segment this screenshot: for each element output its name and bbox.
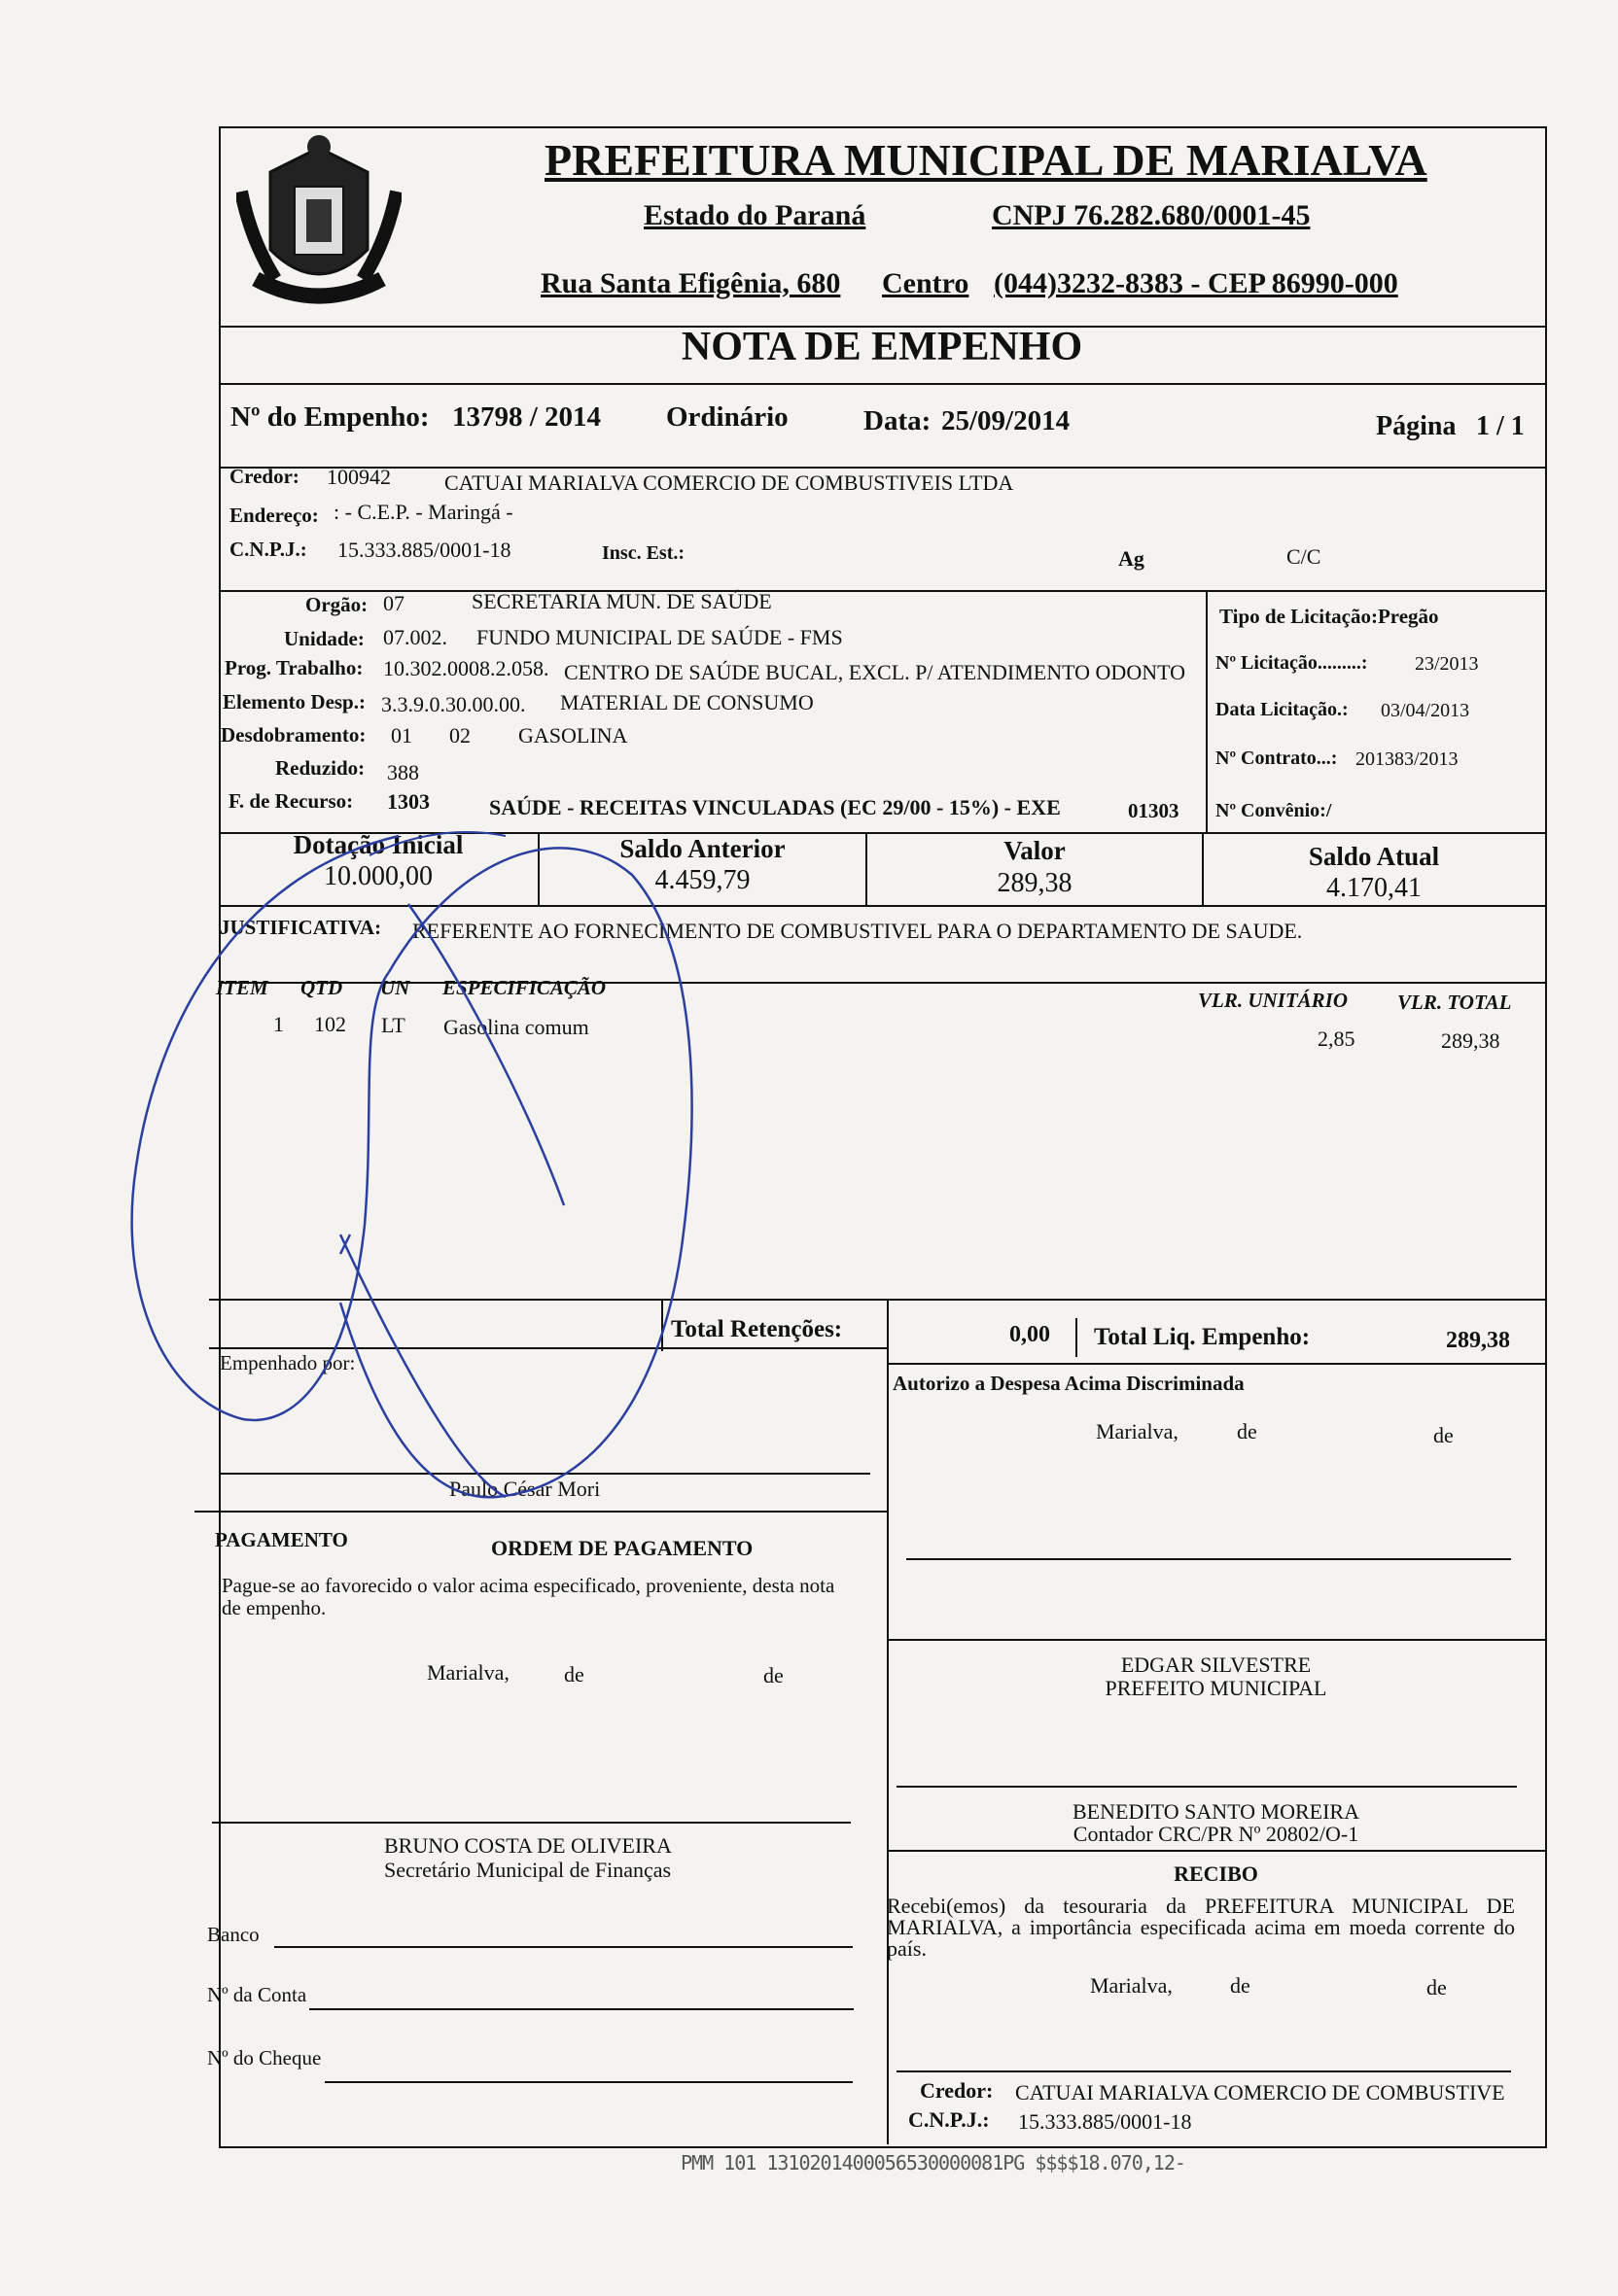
licitacao-number: 23/2013 bbox=[1415, 653, 1479, 675]
elemento-label: Elemento Desp.: bbox=[223, 690, 366, 713]
autorizo-de2: de bbox=[1433, 1423, 1454, 1447]
reduzido-label: Reduzido: bbox=[275, 756, 366, 780]
elemento-name: MATERIAL DE CONSUMO bbox=[560, 690, 814, 714]
mayor-name: EDGAR SILVESTRE bbox=[1120, 1652, 1312, 1677]
col-item-header: ITEM bbox=[216, 976, 268, 999]
pagamento-text: Pague-se ao favorecido o valor acima especificado, proveniente, desta nota de empenho. bbox=[222, 1574, 835, 1619]
municipality-title: PREFEITURA MUNICIPAL DE MARIALVA bbox=[545, 135, 1427, 185]
recibo-title: RECIBO bbox=[1174, 1861, 1258, 1886]
col-qtd-header: QTD bbox=[300, 976, 343, 999]
desdobramento-code1: 01 bbox=[391, 723, 412, 748]
tipo-licitacao: Tipo de Licitação:Pregão bbox=[1219, 605, 1439, 628]
endereco-value: : - C.E.P. - Maringá - bbox=[334, 500, 513, 524]
elemento-code: 3.3.9.0.30.00.00. bbox=[381, 692, 526, 716]
recibo-de2: de bbox=[1426, 1975, 1447, 2000]
orgao-name: SECRETARIA MUN. DE SAÚDE bbox=[472, 589, 772, 613]
prog-trabalho-label: Prog. Trabalho: bbox=[225, 656, 364, 679]
item-unit-value: 2,85 bbox=[1318, 1026, 1355, 1051]
item-un: LT bbox=[381, 1013, 405, 1037]
unidade-label: Unidade: bbox=[284, 627, 365, 650]
recurso-name: SAÚDE - RECEITAS VINCULADAS (EC 29/00 - 15%) - EXE bbox=[489, 795, 1061, 819]
page-label: Página bbox=[1376, 411, 1457, 441]
col-un-header: UN bbox=[380, 976, 410, 999]
credor-cnpj: 15.333.885/0001-18 bbox=[337, 538, 511, 562]
saldo-atual-label: Saldo Atual bbox=[1308, 842, 1440, 871]
desdobramento-name: GASOLINA bbox=[518, 723, 628, 748]
credor-name: CATUAI MARIALVA COMERCIO DE COMBUSTIVEIS LTDA bbox=[444, 470, 1014, 495]
saldo-anterior-label: Saldo Anterior bbox=[619, 834, 786, 863]
autorizo-place: Marialva, bbox=[1096, 1419, 1178, 1444]
recibo-credor: CATUAI MARIALVA COMERCIO DE COMBUSTIVE bbox=[1015, 2080, 1505, 2105]
recibo-cnpj-label: C.N.P.J.: bbox=[908, 2107, 990, 2132]
dotacao-inicial-label: Dotação Inicial bbox=[293, 830, 464, 859]
pagamento-label: PAGAMENTO bbox=[215, 1528, 348, 1551]
pagamento-de2: de bbox=[763, 1663, 784, 1687]
credor-cnpj-label: C.N.P.J.: bbox=[229, 538, 307, 561]
col-vlr-total-header: VLR. TOTAL bbox=[1397, 991, 1512, 1014]
justificativa-text: REFERENTE AO FORNECIMENTO DE COMBUSTIVEL PARA O DEPARTAMENTO DE SAUDE. bbox=[412, 919, 1303, 943]
justificativa-label: JUSTIFICATIVA: bbox=[220, 916, 382, 939]
valor-label: Valor bbox=[1003, 836, 1066, 865]
total-liq-label: Total Liq. Empenho: bbox=[1094, 1324, 1311, 1350]
valor-value: 289,38 bbox=[997, 868, 1073, 898]
saldo-anterior-value: 4.459,79 bbox=[654, 865, 751, 895]
licitacao-date: 03/04/2013 bbox=[1381, 700, 1470, 721]
recurso-label: F. de Recurso: bbox=[229, 789, 354, 813]
secretario-name: BRUNO COSTA DE OLIVEIRA bbox=[384, 1833, 672, 1858]
total-retencoes-value: 0,00 bbox=[1009, 1322, 1050, 1347]
mayor-title: PREFEITO MUNICIPAL bbox=[1105, 1676, 1327, 1700]
empenho-type: Ordinário bbox=[666, 401, 789, 433]
contrato-value: 201383/2013 bbox=[1355, 748, 1459, 770]
agencia-label: Ag bbox=[1118, 546, 1144, 571]
item-especificacao: Gasolina comum bbox=[443, 1015, 589, 1039]
address-phone-cep: (044)3232-8383 - CEP 86990-000 bbox=[994, 267, 1398, 299]
autorizo-text: Autorizo a Despesa Acima Discriminada bbox=[893, 1372, 1245, 1395]
unidade-code: 07.002. bbox=[383, 625, 447, 649]
cheque-label: Nº do Cheque bbox=[207, 2046, 322, 2070]
convenio-label: Nº Convênio:/ bbox=[1215, 800, 1332, 821]
total-liq-value: 289,38 bbox=[1446, 1328, 1510, 1353]
total-retencoes-label: Total Retenções: bbox=[671, 1316, 843, 1342]
page-number: 1 / 1 bbox=[1476, 411, 1525, 441]
insc-est-label: Insc. Est.: bbox=[602, 542, 686, 564]
desdobramento-code2: 02 bbox=[449, 723, 471, 748]
item-qtd: 102 bbox=[314, 1012, 346, 1036]
recurso-code: 1303 bbox=[387, 789, 430, 814]
orgao-label: Orgão: bbox=[305, 593, 369, 616]
pagamento-de1: de bbox=[564, 1662, 584, 1687]
address-street: Rua Santa Efigênia, 680 bbox=[541, 267, 841, 299]
empenho-date-label: Data: bbox=[863, 405, 932, 436]
empenho-number-label: Nº do Empenho: bbox=[230, 401, 430, 433]
item-number: 1 bbox=[273, 1012, 284, 1036]
conta-corrente-label: C/C bbox=[1286, 544, 1321, 569]
secretario-title: Secretário Municipal de Finanças bbox=[384, 1858, 672, 1882]
cnpj-header: CNPJ 76.282.680/0001-45 bbox=[992, 199, 1311, 231]
recibo-text: Recebi(emos) da tesouraria da PREFEITURA MUNICIPAL DE MARIALVA, a importância especificada acima em moeda corrente do país. bbox=[887, 1894, 1515, 1961]
banco-label: Banco bbox=[207, 1923, 260, 1946]
col-especificacao-header: ESPECIFICAÇÃO bbox=[442, 976, 607, 999]
footer-code: PMM 101 1310201400056530000081PG $$$$18.070,12- bbox=[681, 2151, 1185, 2174]
licitacao-date-label: Data Licitação.: bbox=[1215, 699, 1349, 720]
pagamento-place: Marialva, bbox=[427, 1660, 510, 1685]
prog-trabalho-code: 10.302.0008.2.058. bbox=[383, 656, 549, 680]
contrato-label: Nº Contrato...: bbox=[1215, 748, 1338, 769]
recibo-de1: de bbox=[1230, 1973, 1250, 1998]
recurso-code2: 01303 bbox=[1128, 799, 1179, 822]
document-title: NOTA DE EMPENHO bbox=[681, 325, 1083, 369]
licitacao-number-label: Nº Licitação.........: bbox=[1215, 652, 1368, 674]
ordem-pagamento-label: ORDEM DE PAGAMENTO bbox=[491, 1536, 754, 1560]
orgao-code: 07 bbox=[383, 591, 404, 615]
contador-title: Contador CRC/PR Nº 20802/O-1 bbox=[1073, 1822, 1359, 1846]
desdobramento-label: Desdobramento: bbox=[221, 723, 367, 747]
reduzido-value: 388 bbox=[387, 760, 419, 784]
dotacao-inicial-value: 10.000,00 bbox=[324, 861, 433, 891]
empenho-number: 13798 / 2014 bbox=[452, 401, 602, 433]
col-vlr-unitario-header: VLR. UNITÁRIO bbox=[1198, 989, 1349, 1012]
item-total-value: 289,38 bbox=[1441, 1028, 1500, 1053]
coat-of-arms-logo bbox=[236, 133, 402, 313]
credor-code: 100942 bbox=[327, 465, 391, 489]
empenho-date: 25/09/2014 bbox=[941, 405, 1071, 436]
unidade-name: FUNDO MUNICIPAL DE SAÚDE - FMS bbox=[476, 625, 843, 649]
credor-label: Credor: bbox=[229, 465, 299, 488]
contador-name: BENEDITO SANTO MOREIRA bbox=[1073, 1799, 1359, 1824]
saldo-atual-value: 4.170,41 bbox=[1326, 873, 1422, 903]
autorizo-de1: de bbox=[1237, 1419, 1257, 1444]
recibo-credor-label: Credor: bbox=[920, 2078, 994, 2103]
empenhado-label: Empenhado por: bbox=[220, 1351, 356, 1374]
recibo-cnpj: 15.333.885/0001-18 bbox=[1018, 2109, 1192, 2134]
empenhado-name: Paulo César Mori bbox=[449, 1477, 601, 1501]
state-name: Estado do Paraná bbox=[644, 199, 866, 231]
prog-trabalho-name: CENTRO DE SAÚDE BUCAL, EXCL. P/ ATENDIMENTO ODONTO bbox=[564, 660, 1186, 684]
recibo-place: Marialva, bbox=[1090, 1973, 1173, 1998]
endereco-label: Endereço: bbox=[229, 504, 319, 527]
address-district: Centro bbox=[882, 267, 969, 299]
conta-label: Nº da Conta bbox=[207, 1983, 307, 2006]
